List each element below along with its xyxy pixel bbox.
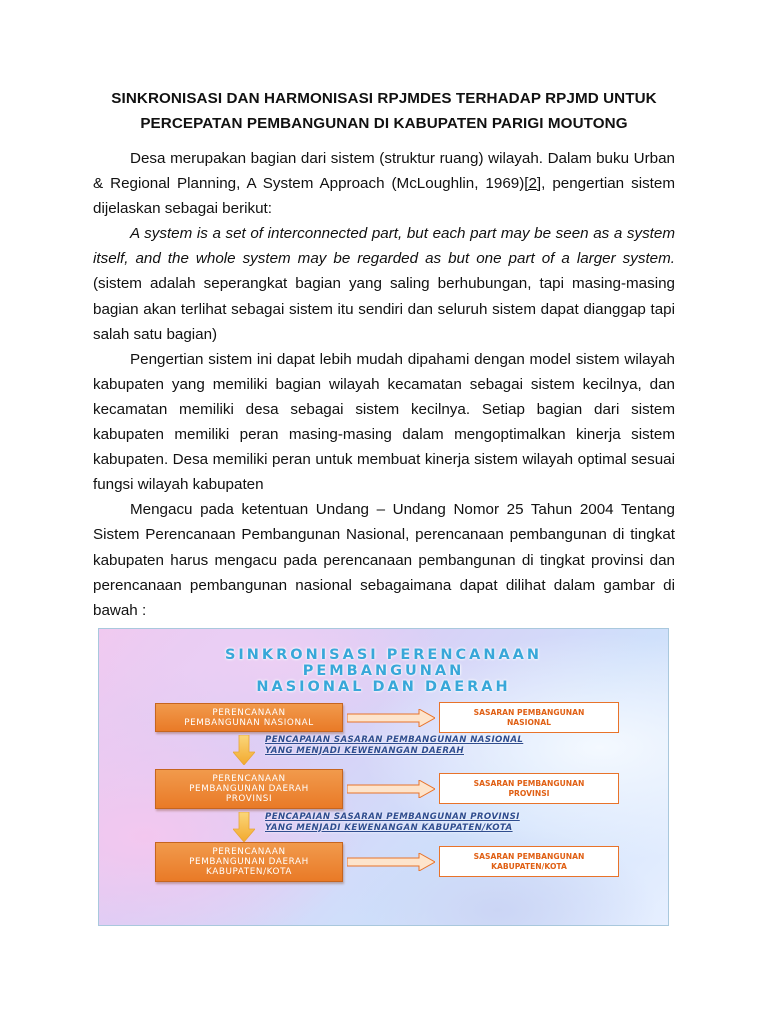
target-label: SASARAN PEMBANGUNAN [473,852,585,861]
box-label: PERENCANAAN [212,707,286,718]
box-label: PROVINSI [225,794,273,804]
right-arrow-icon [347,780,435,798]
synchronization-diagram [98,628,669,926]
box-label: PEMBANGUNAN DAERAH [189,857,309,867]
target-label: SASARAN PEMBANGUNAN [473,779,585,788]
paragraph-3: Pengertian sistem ini dapat lebih mudah dipahami dengan model sistem wilayah kabupaten yang memiliki bagian wilayah kecamatan sebagai sistem kecilnya, dan kecamatan memiliki desa sebagai sistem kecilnya. Setiap bagian dari sistem kabupaten memiliki peran masing-masing dalam mengoptimalkan kinerja sistem kabupaten. Desa memiliki peran untuk membuat kinerja sistem wilayah optimal sesuai fungsi wilayah kabupaten [93,350,675,494]
target-label: SASARAN PEMBANGUNAN [473,708,585,717]
target-label: NASIONAL [506,717,552,727]
citation-link[interactable]: [2] [524,175,542,193]
province-target-box [439,773,619,804]
national-target-box [439,702,619,733]
box-label: PEMBANGUNAN NASIONAL [184,717,314,728]
title-line-2: PERCEPATAN PEMBANGUNAN DI KABUPATEN PARIGI MOUTONG [140,115,628,132]
regency-target-box [439,846,619,877]
box-label: PERENCANAAN [212,774,286,784]
document-body [93,146,675,623]
diagram-title-line-1: SINKRONISASI PERENCANAAN [224,647,543,663]
target-label: PROVINSI [508,788,550,798]
paragraph-4: Mengacu pada ketentuan Undang – Undang Nomor 25 Tahun 2004 Tentang Sistem Perencanaan Pembangunan Nasional, perencanaan pembangunan di tingkat kabupaten harus mengacu pada perencanaan pembangunan di tingkat provinsi dan perencanaan pembangunan nasional sebagaimana dapat dilihat dalam gambar di bawah : [93,501,675,619]
note-line: PENCAPAIAN SASARAN PEMBANGUNAN PROVINSI [265,812,520,822]
box-label: PERENCANAAN [212,847,286,857]
quote-english: A system is a set of interconnected part, but each part may be seen as a system itself, and the whole system may be regarded as but one part of a larger system. [93,225,675,268]
regency-planning-box [155,842,343,882]
paragraph-1-text: Desa merupakan bagian dari sistem (struktur ruang) wilayah. Dalam buku Urban & Regional Planning, A System Approach (McLoughlin, 1969) [93,150,675,193]
right-arrow-icon [347,709,435,727]
province-achievement-note [265,812,520,833]
note-line: PENCAPAIAN SASARAN PEMBANGUNAN NASIONAL [265,735,524,745]
document-title [80,86,688,136]
box-label: KABUPATEN/KOTA [206,867,292,877]
province-planning-box [155,769,343,809]
national-achievement-note [265,735,523,756]
target-label: KABUPATEN/KOTA [491,861,567,871]
quote-translation: (sistem adalah seperangkat bagian yang saling berhubungan, tapi masing-masing bagian akan terlihat sebagai sistem itu sendiri dan seluruh sistem dapat dianggap tapi salah satu bagian) [93,275,675,343]
paragraph-1 [93,146,675,221]
box-label: PEMBANGUNAN DAERAH [189,784,309,794]
diagram-title-line-2: PEMBANGUNAN [302,663,465,679]
paragraph-1-text-end: , pengertian sistem dijelaskan sebagai berikut: [93,175,675,218]
note-line: YANG MENJADI KEWENANGAN KABUPATEN/KOTA [265,822,513,833]
national-planning-box [155,703,343,732]
down-arrow-icon [233,812,255,842]
paragraph-2 [93,221,675,346]
note-line: YANG MENJADI KEWENANGAN DAERAH [265,745,464,756]
diagram-title-line-3: NASIONAL DAN DAERAH [256,679,511,695]
title-line-1: SINKRONISASI DAN HARMONISASI RPJMDES TERHADAP RPJMD UNTUK [111,90,657,107]
right-arrow-icon [347,853,435,871]
down-arrow-icon [233,735,255,765]
